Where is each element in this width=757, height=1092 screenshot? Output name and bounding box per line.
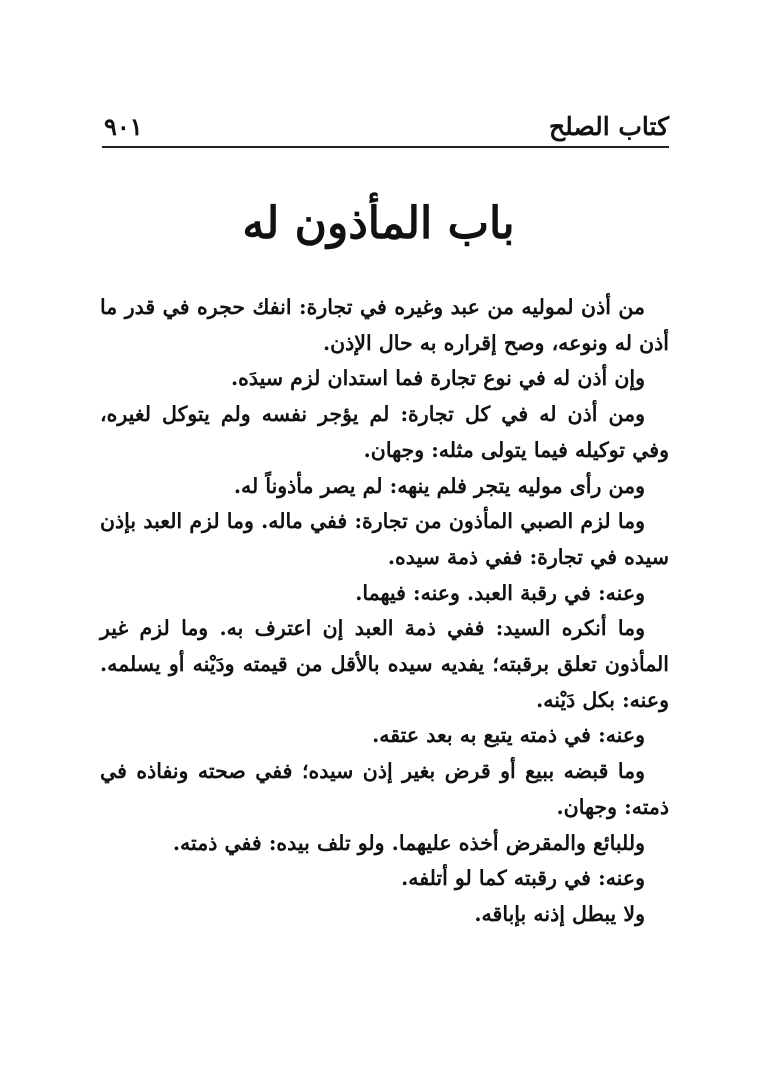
body-text: [100, 290, 669, 933]
paragraph: من أذن لموليه من عبد وغيره في تجارة: انفك حجره في قدر ما أذن له ونوعه، وصح إقراره به حال الإذن.: [100, 295, 669, 355]
chapter-title: باب المأذون له: [242, 198, 515, 249]
paragraph: وعنه: في ذمته يتبع به بعد عتقه.: [372, 723, 645, 748]
running-title: كتاب الصلح: [549, 112, 669, 141]
paragraph: ومن أذن له في كل تجارة: لم يؤجر نفسه ولم يتوكل لغيره، وفي توكيله فيما يتولى مثله: وجهان.: [100, 402, 669, 462]
paragraph: وإن أذن له في نوع تجارة فما استدان لزم سيدَه.: [231, 366, 645, 391]
paragraph: وما أنكره السيد: ففي ذمة العبد إن اعترف به. وما لزم غير المأذون تعلق برقبته؛ يفديه سيده بالأقل من قيمته ودَيْنه أو يسلمه. وعنه: بكل دَيْنه.: [100, 616, 669, 712]
paragraph: وللبائع والمقرض أخذه عليهما. ولو تلف بيده: ففي ذمته.: [172, 830, 645, 855]
paragraph: وعنه: في رقبة العبد. وعنه: فيهما.: [355, 580, 645, 605]
paragraph: ومن رأى موليه يتجر فلم ينهه: لم يصر مأذوناً له.: [233, 473, 645, 498]
paragraph: ولا يبطل إذنه بإباقه.: [474, 901, 645, 926]
paragraph: وعنه: في رقبته كما لو أتلفه.: [401, 866, 645, 891]
page-number: ٩٠١: [104, 112, 143, 141]
running-header: [102, 110, 669, 148]
paragraph: وما قبضه ببيع أو قرض بغير إذن سيده؛ ففي صحته ونفاذه في ذمته: وجهان.: [100, 759, 669, 819]
paragraph: وما لزم الصبي المأذون من تجارة: ففي ماله. وما لزم العبد بإذن سيده في تجارة: ففي ذمة سيده.: [100, 509, 669, 569]
